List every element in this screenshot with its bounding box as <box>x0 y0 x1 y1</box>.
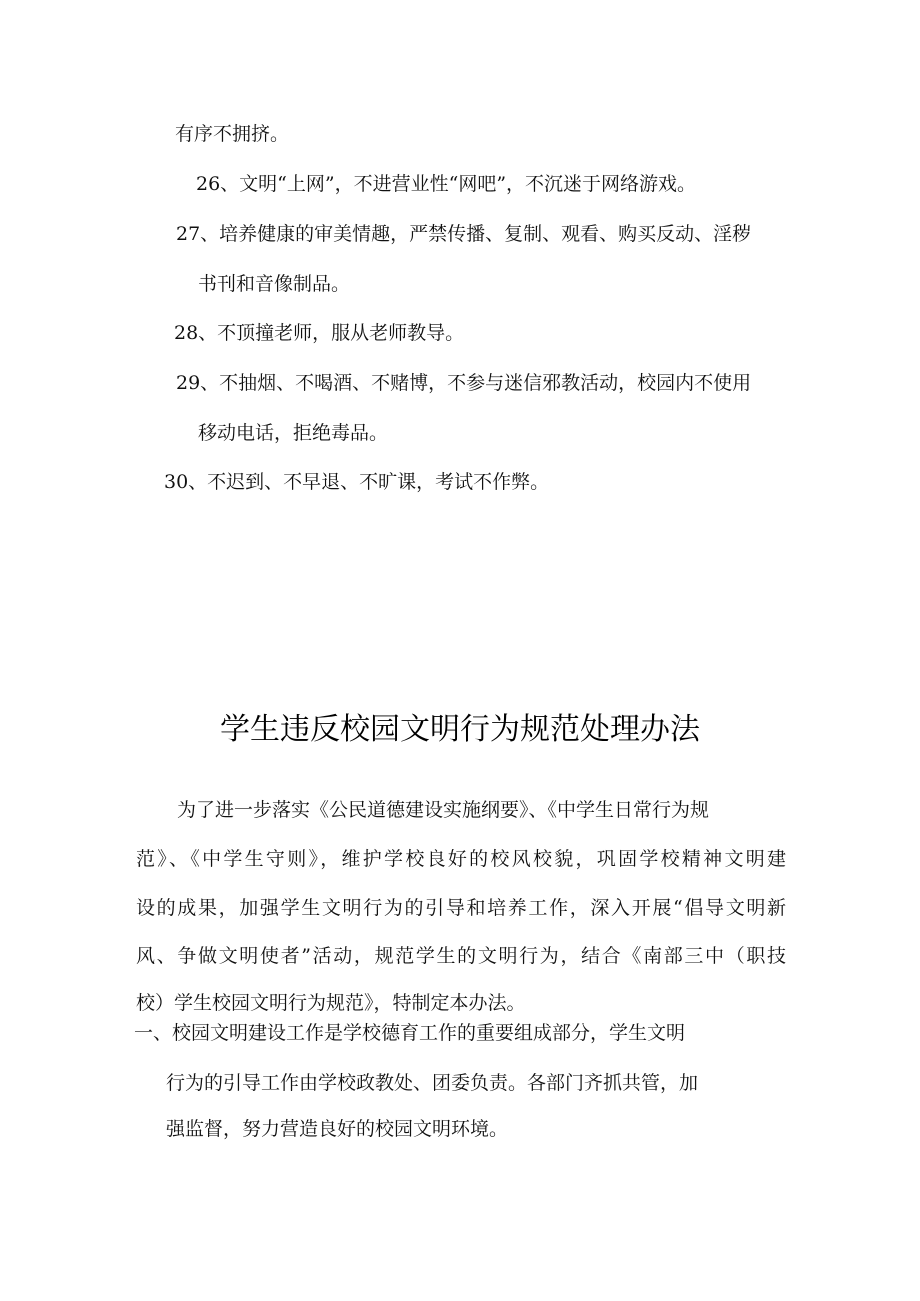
rule-25-tail: 有序不拥挤。 <box>175 123 290 145</box>
rule-29-line-2: 移动电话，拒绝毒品。 <box>198 422 389 444</box>
intro-line-3: 设的成果，加强学生文明行为的引导和培养工作，深入开展“倡导文明新 <box>136 897 786 919</box>
rule-27-line-2: 书刊和音像制品。 <box>198 273 351 295</box>
rule-26: 26、文明“上网”，不进营业性“网吧”，不沉迷于网络游戏。 <box>196 173 697 195</box>
rule-30: 30、不迟到、不早退、不旷课，考试不作弊。 <box>164 471 550 493</box>
intro-line-2: 范》、《中学生守则》，维护学校良好的校风校貌，巩固学校精神文明建 <box>136 848 786 870</box>
rule-28: 28、不顶撞老师，服从老师教导。 <box>174 322 465 344</box>
rule-27-line-1: 27、培养健康的审美情趣，严禁传播、复制、观看、购买反动、淫秽 <box>176 223 752 245</box>
section-1-line-2: 行为的引导工作由学校政教处、团委负责。各部门齐抓共管，加 <box>166 1072 699 1094</box>
intro-line-5: 校）学生校园文明行为规范》，特制定本办法。 <box>136 992 526 1014</box>
page-title: 学生违反校园文明行为规范处理办法 <box>220 712 700 747</box>
intro-line-1: 为了进一步落实《公民道德建设实施纲要》、《中学生日常行为规 <box>177 799 710 821</box>
rule-29-line-1: 29、不抽烟、不喝酒、不赌博，不参与迷信邪教活动，校园内不使用 <box>176 372 752 394</box>
section-1-line-3: 强监督，努力营造良好的校园文明环境。 <box>166 1118 509 1140</box>
intro-line-4: 风、争做文明使者”活动，规范学生的文明行为，结合《南部三中（职技 <box>136 945 786 967</box>
section-1-line-1: 一、校园文明建设工作是学校德育工作的重要组成部分，学生文明 <box>134 1022 686 1044</box>
